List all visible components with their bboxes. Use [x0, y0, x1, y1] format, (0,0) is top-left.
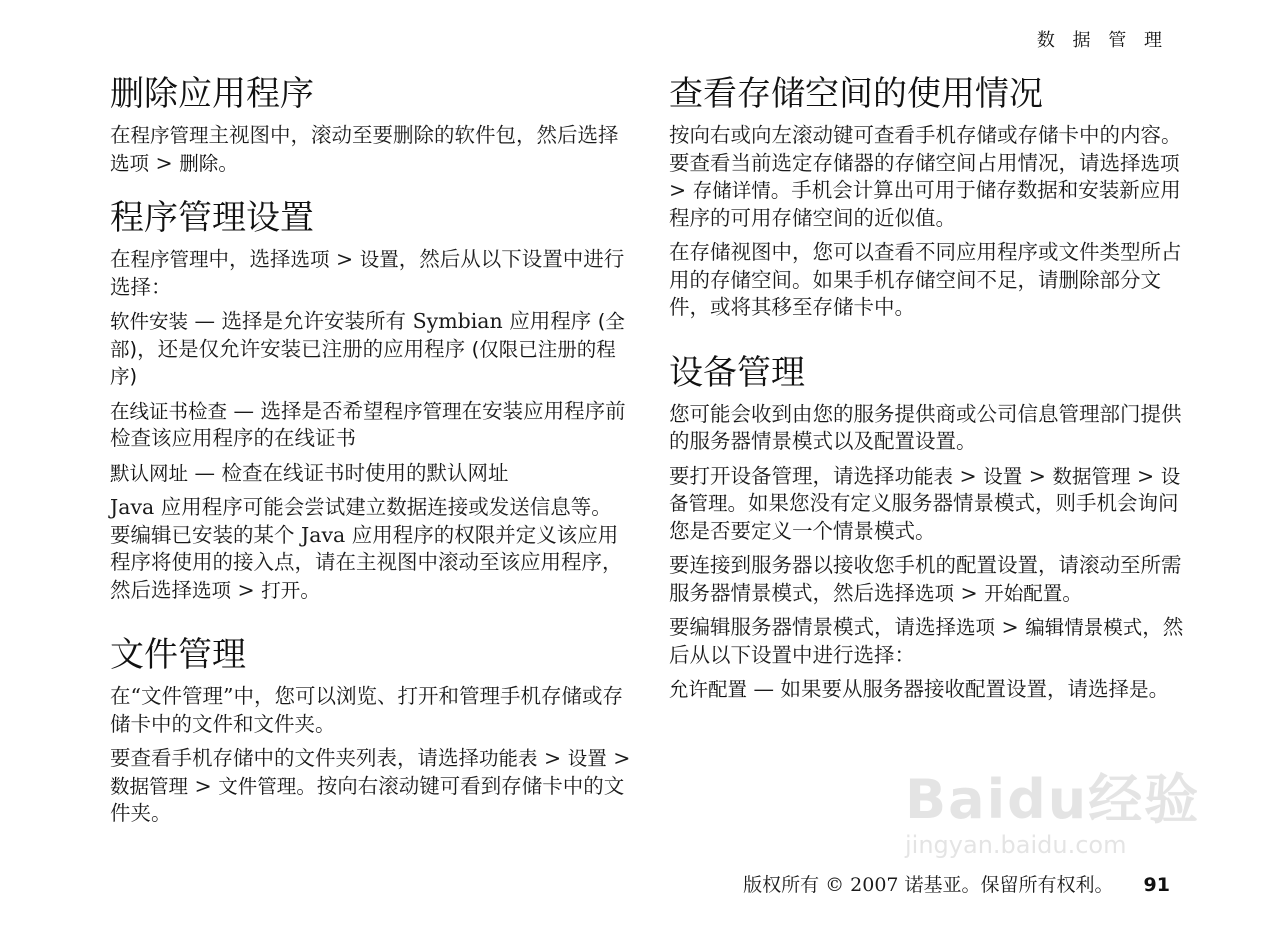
text-run: 在“文件管理”中，您可以浏览、打开和管理手机存储或存储卡中的文件和文件夹。 [110, 684, 623, 736]
setting-software-install [110, 308, 632, 391]
copyright-text: 版权所有 © 2007 诺基亚。保留所有权利。 [743, 874, 1114, 896]
ui-term: 选项 [1140, 151, 1180, 175]
ui-term: 程序管理 [130, 124, 209, 147]
text-run: > [1130, 463, 1161, 488]
ui-term: 默认网址 [110, 461, 189, 485]
text-run: ，然后从以下设置中进行选择： [110, 247, 625, 299]
ui-term: 数据管理 [1052, 464, 1131, 488]
watermark-url: jingyan.baidu.com [905, 831, 1127, 859]
ui-term: 选项 [915, 581, 955, 605]
text-run: 要查看手机存储中的文件夹列表，请选择 [110, 746, 479, 770]
text-run: 在存储视图中，您可以查看不同应用程序或文件类型所占用的存储空间。如果手机存储空间不足，请删除部分文件，或将其移至存储卡中。 [669, 240, 1182, 319]
heading-app-manager-settings: 程序管理设置 [110, 198, 314, 238]
ui-term: 是 [1129, 678, 1149, 701]
baidu-watermark-logo [905, 770, 1205, 870]
ui-term: 程序管理 [130, 248, 209, 271]
ui-term: 存储详情 [692, 179, 771, 202]
setting-default-url [110, 460, 632, 488]
text-run: 在 [110, 123, 131, 147]
ui-term: (仅限已注册的程序) [110, 337, 616, 388]
ui-term: 在线证书检查 [110, 399, 228, 423]
text-run: > [188, 773, 219, 798]
ui-term: 选项 [110, 151, 150, 175]
text-run: 。 [1148, 677, 1170, 701]
ui-term: 删除 [179, 151, 219, 175]
page-footer [743, 870, 1170, 897]
text-run: 按向右或向左滚动键可查看手机存储或存储卡中的内容。要查看当前选定存储器的存储空间占用情况，请选择 [669, 123, 1182, 175]
ui-term: 选项 [192, 578, 232, 602]
setting-online-cert-check [110, 398, 632, 453]
text-run: > [954, 580, 985, 605]
watermark-logo-text: Baidu经验 [905, 768, 1201, 831]
paragraph [669, 463, 1191, 546]
text-run: 。 [218, 150, 239, 175]
text-run: 。如果您没有定义服务器情景模式，则手机会询问您是否要定义一个情景模式。 [669, 491, 1179, 543]
ui-term: 开始配置 [984, 581, 1063, 605]
text-run: > [995, 615, 1026, 639]
text-run: 主视图中，滚动至要删除的软件包，然后选择 [208, 123, 619, 147]
text-run: ，还是仅允许安装已注册的应用程序 [137, 336, 472, 361]
ui-term: 功能表 [894, 464, 954, 488]
setting-allow-config [669, 676, 1191, 704]
heading-delete-apps: 删除应用程序 [110, 74, 314, 114]
heading-file-manager: 文件管理 [110, 635, 246, 675]
ui-term: 设置 [983, 464, 1023, 488]
text-run: — 如果要从服务器接收配置设置，请选择 [747, 677, 1130, 701]
text-run: 。按向右滚动键可看到存储卡中的文件夹。 [110, 773, 625, 825]
left-column [110, 72, 632, 835]
text-run: — 选择是否希望 [227, 398, 384, 423]
ui-term: (全部) [110, 310, 625, 361]
paragraph [110, 246, 632, 301]
ui-term: 选项 [290, 248, 330, 271]
text-run: 。手机会计算出可用于储存数据和安装新应用程序的可用存储空间的近似值。 [669, 178, 1181, 230]
text-run: 在 [110, 247, 131, 271]
text-run: 。 [300, 577, 321, 602]
ui-term: 软件安装 [110, 310, 189, 333]
text-run: 要编辑服务器情景模式，请选择 [669, 615, 956, 639]
ui-term: 选项 [956, 616, 996, 639]
paragraph [110, 745, 632, 828]
paragraph [669, 122, 1191, 232]
ui-term: 数据管理 [110, 774, 189, 798]
text-run: 。 [1062, 580, 1083, 605]
running-header: 数 据 管 理 [1036, 30, 1168, 51]
text-run: 您可能会收到由您的服务提供商或公司信息管理部门提供的服务器情景模式以及配置设置。 [669, 401, 1182, 453]
paragraph [669, 614, 1191, 669]
ui-term: 文件管理 [218, 774, 297, 798]
paragraph [110, 683, 632, 738]
ui-term: 编辑情景模式 [1025, 616, 1143, 639]
ui-term: 程序管理 [383, 399, 462, 423]
text-run: > [1022, 463, 1053, 488]
ui-term: 设置 [567, 747, 607, 770]
text-run: 要连接到服务器以接收您手机的配置设置，请滚动至所需服务器情景模式，然后选择 [669, 553, 1182, 605]
text-run: Java 应用程序可能会尝试建立数据连接或发送信息等。要编辑已安装的某个 Java 应用程序的权限并定义该应用程序将使用的接入点，请在主视图中滚动至该应用程序，然后选择 [110, 495, 623, 602]
page-number: 91 [1143, 874, 1170, 896]
text-run: > [953, 463, 984, 488]
paragraph [669, 552, 1191, 607]
text-run: > [669, 178, 693, 202]
ui-term: 设备管理 [669, 464, 1181, 515]
paragraph [669, 239, 1191, 322]
text-run: > [537, 746, 568, 770]
text-run: 要打开设备管理，请选择 [669, 463, 895, 488]
ui-term: 设置 [359, 248, 399, 271]
text-run: 在安装应用程序前检查该应用程序的在线证书 [110, 398, 626, 450]
ui-term: 允许配置 [669, 678, 748, 701]
text-run: 中，选择 [208, 247, 291, 271]
text-run: — 检查在线证书时使用的默认网址 [188, 460, 509, 485]
heading-device-manager: 设备管理 [669, 352, 805, 393]
ui-term: 打开 [261, 578, 301, 602]
text-run: ，然后从以下设置中进行选择： [669, 615, 1184, 667]
heading-storage-usage: 查看存储空间的使用情况 [669, 74, 1043, 114]
text-run: > [231, 577, 262, 602]
paragraph [110, 122, 632, 177]
text-run: — 选择是允许安装所有 Symbian 应用程序 [188, 309, 598, 333]
text-run: > [149, 150, 180, 175]
text-run: > [329, 247, 360, 271]
right-column [669, 72, 1191, 711]
text-run: > [606, 746, 631, 770]
paragraph [110, 494, 632, 604]
ui-term: 功能表 [479, 747, 538, 770]
paragraph [669, 401, 1191, 456]
